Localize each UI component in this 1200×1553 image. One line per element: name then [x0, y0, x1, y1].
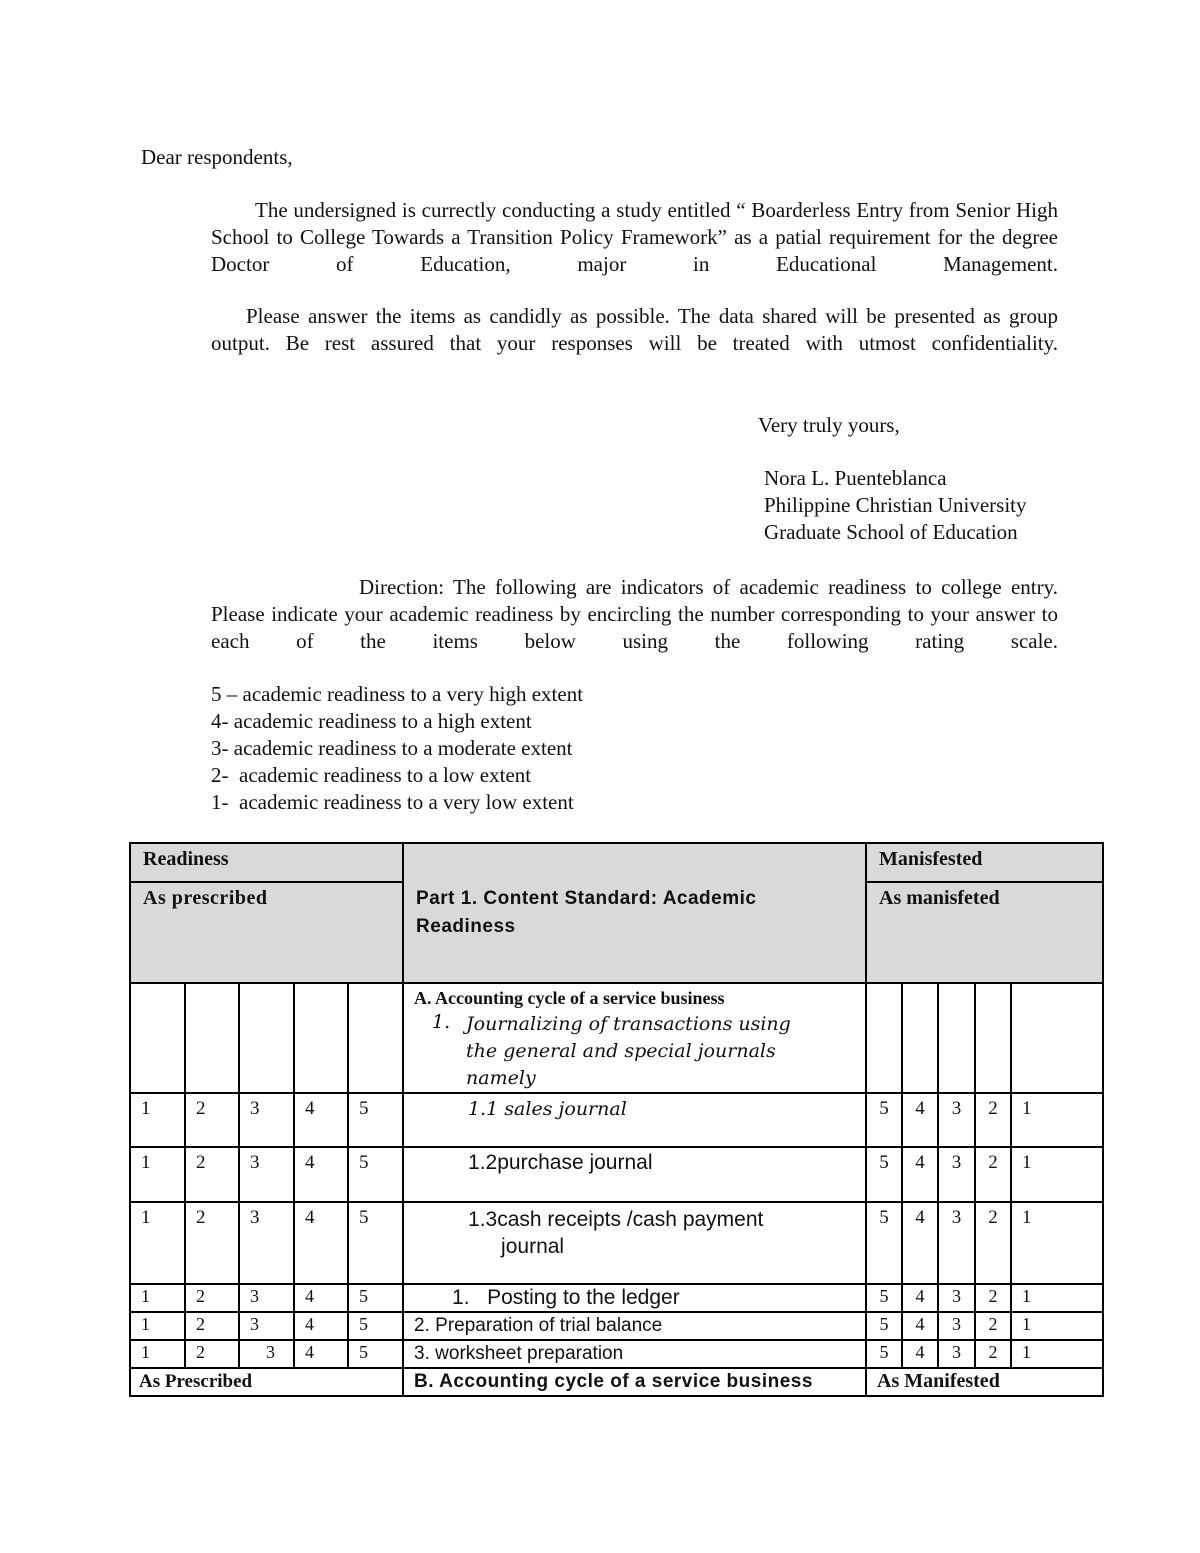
rating-4[interactable]: 4: [294, 1284, 348, 1312]
rating-4[interactable]: 4: [902, 1093, 938, 1147]
rating-1[interactable]: 1: [130, 1284, 185, 1312]
rating-4[interactable]: 4: [294, 1202, 348, 1284]
readiness-table: [129, 842, 1104, 1397]
manifested-header: Manisfested: [866, 843, 1103, 882]
rating-1[interactable]: 1: [130, 1312, 185, 1340]
journalizing-item: Journalizing of transactions using the general and special journals namely: [466, 1013, 791, 1089]
table-row: [130, 1340, 1103, 1368]
rating-scale: [211, 681, 583, 816]
rating-2[interactable]: 2: [975, 1340, 1011, 1368]
rating-2[interactable]: 2: [975, 1284, 1011, 1312]
rating-1[interactable]: 1: [1011, 1202, 1103, 1284]
scale-item-2: 2- academic readiness to a low extent: [211, 763, 532, 787]
signature-block: [764, 465, 1027, 546]
salutation: Dear respondents,: [141, 145, 293, 169]
rating-2[interactable]: 2: [185, 1202, 239, 1284]
signatory-institution: Philippine Christian University: [764, 493, 1027, 517]
readiness-header: Readiness: [130, 843, 403, 882]
rating-3[interactable]: 3: [239, 1093, 294, 1147]
rating-2[interactable]: 2: [185, 1340, 239, 1368]
rating-2[interactable]: 2: [185, 1284, 239, 1312]
as-manifested-footer: As Manifested: [866, 1368, 1103, 1396]
rating-5[interactable]: 5: [866, 1284, 902, 1312]
rating-5[interactable]: 5: [866, 1202, 902, 1284]
rating-4[interactable]: 4: [902, 1147, 938, 1202]
rating-2[interactable]: 2: [185, 1093, 239, 1147]
rating-3[interactable]: 3: [239, 1284, 294, 1312]
as-prescribed-footer: As Prescribed: [130, 1368, 403, 1396]
rating-3[interactable]: 3: [239, 1202, 294, 1284]
row-label: 3. worksheet preparation: [403, 1340, 866, 1368]
rating-3[interactable]: 3: [938, 1312, 975, 1340]
intro-paragraph: The undersigned is currectly conducting a study entitled “ Boarderless Entry from Senior High School to College Towards a Transition Policy Framework” as a patial requirement for the degree Doctor of Education, major in Educational Management.: [211, 198, 1058, 276]
instruction-paragraph: Please answer the items as candidly as possible. The data shared will be presented as group output. Be rest assured that your responses will be treated with utmost confidentiality.: [211, 304, 1058, 355]
rating-5[interactable]: 5: [348, 1147, 403, 1202]
rating-5[interactable]: 5: [866, 1093, 902, 1147]
item-number: 1.: [432, 1011, 451, 1033]
rating-5[interactable]: 5: [866, 1340, 902, 1368]
part-title: Part 1. Content Standard: Academic Readiness: [416, 888, 757, 937]
rating-4[interactable]: 4: [902, 1202, 938, 1284]
rating-1[interactable]: 1: [1011, 1340, 1103, 1368]
rating-1[interactable]: 1: [130, 1340, 185, 1368]
rating-4[interactable]: 4: [902, 1340, 938, 1368]
rating-1[interactable]: 1: [1011, 1284, 1103, 1312]
section-a-title: A. Accounting cycle of a service business: [414, 988, 725, 1008]
table-row: [130, 1147, 1103, 1202]
rating-4[interactable]: 4: [294, 1147, 348, 1202]
rating-5[interactable]: 5: [866, 1147, 902, 1202]
rating-3[interactable]: 3: [239, 1312, 294, 1340]
rating-1[interactable]: 1: [130, 1202, 185, 1284]
table-row: [130, 1284, 1103, 1312]
rating-4[interactable]: 4: [902, 1284, 938, 1312]
rating-3[interactable]: 3: [938, 1284, 975, 1312]
scale-item-4: 4- academic readiness to a high extent: [211, 709, 532, 733]
rating-5[interactable]: 5: [348, 1284, 403, 1312]
rating-5[interactable]: 5: [348, 1093, 403, 1147]
rating-2[interactable]: 2: [185, 1147, 239, 1202]
section-a-cell: [403, 983, 866, 1093]
rating-2[interactable]: 2: [185, 1312, 239, 1340]
direction-paragraph: Direction: The following are indicators of academic readiness to college entry. Please indicate your academic readiness by encircling the number corresponding to your answer to each of the items below using the following rating scale.: [211, 575, 1058, 653]
rating-3[interactable]: 3: [938, 1202, 975, 1284]
row-label: 1.2purchase journal: [403, 1147, 866, 1202]
as-manifested-header: As manisfeted: [866, 882, 1103, 983]
signatory-name: Nora L. Puenteblanca: [764, 466, 947, 490]
rating-1[interactable]: 1: [130, 1093, 185, 1147]
rating-3[interactable]: 3: [938, 1340, 975, 1368]
row-label: 1. Posting to the ledger: [403, 1284, 866, 1312]
rating-1[interactable]: 1: [1011, 1147, 1103, 1202]
rating-2[interactable]: 2: [975, 1147, 1011, 1202]
rating-1[interactable]: 1: [1011, 1093, 1103, 1147]
rating-1[interactable]: 1: [130, 1147, 185, 1202]
table-row: [130, 1202, 1103, 1284]
rating-4[interactable]: 4: [294, 1093, 348, 1147]
rating-4[interactable]: 4: [294, 1340, 348, 1368]
scale-item-3: 3- academic readiness to a moderate extent: [211, 736, 573, 760]
signatory-school: Graduate School of Education: [764, 520, 1018, 544]
rating-5[interactable]: 5: [348, 1202, 403, 1284]
row-label: 1.3cash receipts /cash payment journal: [403, 1202, 866, 1284]
rating-2[interactable]: 2: [975, 1312, 1011, 1340]
row-label: 1.1 sales journal: [403, 1093, 866, 1147]
rating-4[interactable]: 4: [294, 1312, 348, 1340]
scale-item-5: 5 – academic readiness to a very high extent: [211, 682, 584, 706]
rating-3[interactable]: 3: [239, 1340, 294, 1368]
scale-item-1: 1- academic readiness to a very low extent: [211, 790, 574, 814]
section-b-title: B. Accounting cycle of a service business: [403, 1368, 866, 1396]
rating-3[interactable]: 3: [239, 1147, 294, 1202]
rating-3[interactable]: 3: [938, 1093, 975, 1147]
as-prescribed-header: As prescribed: [130, 882, 403, 983]
closing: Very truly yours,: [758, 413, 900, 437]
rating-5[interactable]: 5: [348, 1312, 403, 1340]
rating-2[interactable]: 2: [975, 1093, 1011, 1147]
rating-3[interactable]: 3: [938, 1147, 975, 1202]
table-footer-row: [130, 1368, 1103, 1396]
rating-1[interactable]: 1: [1011, 1312, 1103, 1340]
table-row: [130, 1312, 1103, 1340]
rating-5[interactable]: 5: [348, 1340, 403, 1368]
rating-2[interactable]: 2: [975, 1202, 1011, 1284]
rating-4[interactable]: 4: [902, 1312, 938, 1340]
row-label: 2. Preparation of trial balance: [403, 1312, 866, 1340]
table-row: [130, 1093, 1103, 1147]
rating-5[interactable]: 5: [866, 1312, 902, 1340]
